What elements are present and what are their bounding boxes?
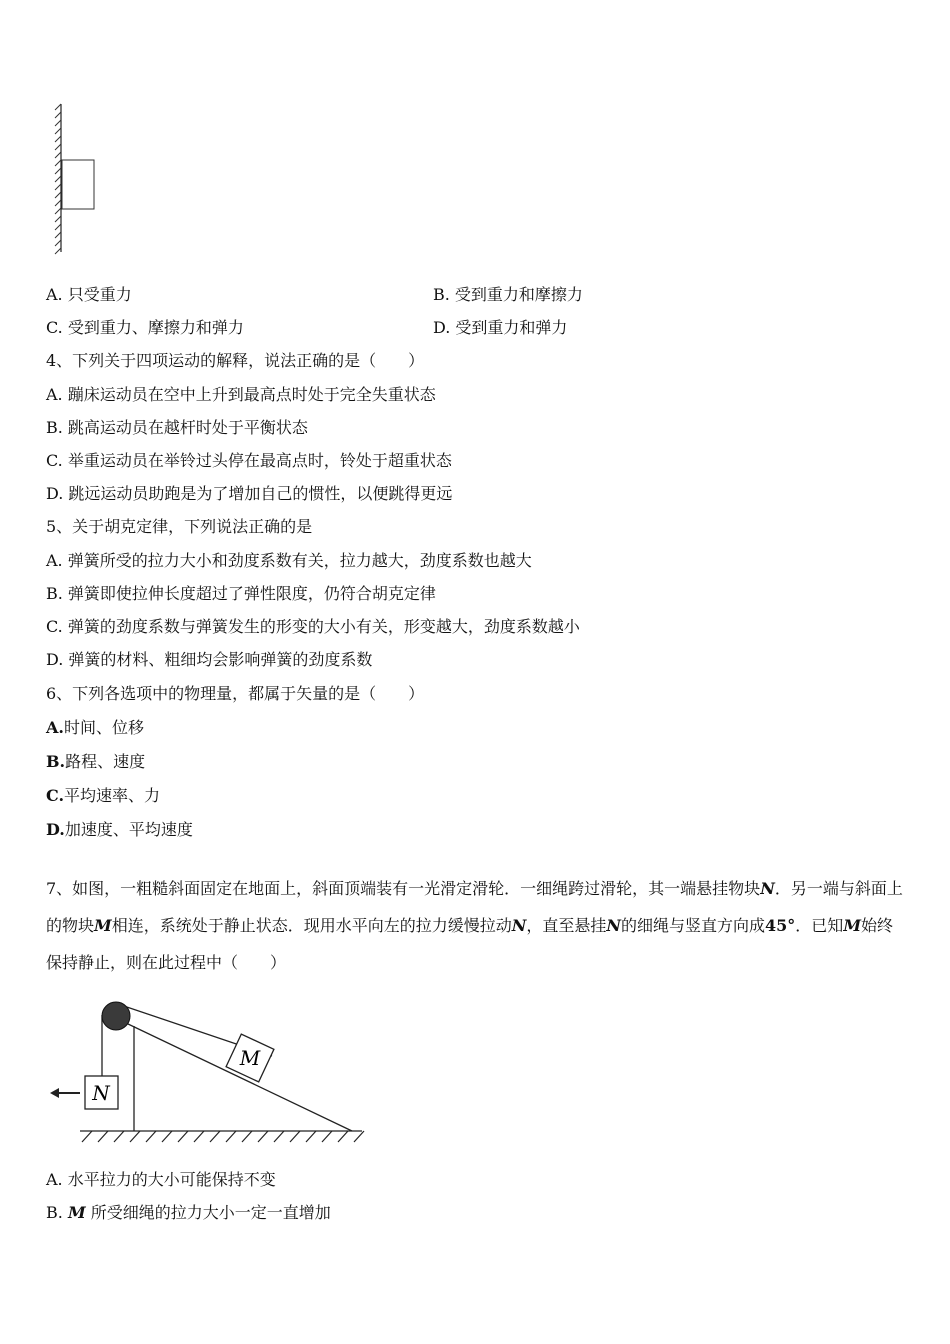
option-letter: B.: [46, 752, 66, 771]
option-text: 所受细绳的拉力大小一定一直增加: [90, 1203, 331, 1222]
block-n: [85, 1076, 118, 1109]
q7-stem: [46, 870, 906, 981]
arrow-left-icon: [50, 1088, 80, 1098]
option-text: 时间、位移: [63, 718, 144, 737]
block-n-label: N: [92, 1081, 110, 1105]
var-n: N: [760, 879, 775, 898]
q6-option-a: [46, 718, 144, 738]
option-text: 路程、速度: [65, 752, 146, 771]
q7-text: 始终保持静止，则在此过程中（ ）: [46, 916, 894, 972]
wall-hatching: [55, 104, 61, 254]
q5-option-a: A. 弹簧所受的拉力大小和劲度系数有关，拉力越大，劲度系数也越大: [46, 551, 532, 570]
option-text: 加速度、平均速度: [64, 820, 193, 839]
var-m: M: [843, 916, 862, 935]
q3-option-b: B. 受到重力和摩擦力: [433, 285, 583, 304]
q6-option-b: [46, 752, 145, 772]
ground-hatching: [80, 1131, 364, 1142]
q7-option-a: A. 水平拉力的大小可能保持不变: [46, 1170, 276, 1189]
block: [62, 160, 94, 209]
q7-option-b: [46, 1203, 331, 1223]
q5-option-b: B. 弹簧即使拉伸长度超过了弹性限度，仍符合胡克定律: [46, 584, 436, 603]
incline-pulley-figure: [40, 990, 380, 1150]
angle-value: 45°: [765, 916, 796, 935]
option-letter: B.: [46, 1203, 63, 1222]
option-letter: D.: [46, 820, 65, 839]
block-m-label: M: [239, 1046, 261, 1070]
q3-option-c: C. 受到重力、摩擦力和弹力: [46, 318, 244, 337]
q4-option-d: D. 跳远运动员助跑是为了增加自己的惯性，以便跳得更远: [46, 484, 453, 503]
pulley: [102, 1002, 130, 1030]
q7-text: 的细绳与竖直方向成: [621, 916, 766, 935]
q6-option-d: [46, 820, 193, 840]
q4-option-a: A. 蹦床运动员在空中上升到最高点时处于完全失重状态: [46, 385, 436, 404]
q7-text: 相连，系统处于静止状态．现用水平向左的拉力缓慢拉动: [111, 916, 512, 935]
var-n: N: [511, 916, 527, 935]
q4-option-c: C. 举重运动员在举铃过头停在最高点时，铃处于超重状态: [46, 451, 452, 470]
var-m: M: [67, 1203, 86, 1222]
q6-option-c: [46, 786, 160, 806]
q7-text: ．已知: [795, 916, 844, 935]
q5-stem: 5、关于胡克定律，下列说法正确的是: [46, 517, 313, 536]
option-text: 平均速率、力: [64, 786, 161, 805]
q3-option-d: D. 受到重力和弹力: [433, 318, 568, 337]
var-m: M: [94, 916, 112, 935]
q5-option-d: D. 弹簧的材料、粗细均会影响弹簧的劲度系数: [46, 650, 373, 669]
q6-stem: 6、下列各选项中的物理量，都属于矢量的是（ ）: [46, 684, 425, 703]
wall-block-figure: [50, 100, 110, 255]
option-letter: A.: [46, 718, 64, 737]
var-n: N: [606, 916, 622, 935]
option-letter: C.: [46, 786, 65, 805]
q4-option-b: B. 跳高运动员在越杆时处于平衡状态: [46, 418, 308, 437]
q7-text: ，直至悬挂: [526, 916, 607, 935]
q7-text: ．另一端与斜面上的物块: [46, 879, 903, 935]
q5-option-c: C. 弹簧的劲度系数与弹簧发生的形变的大小有关，形变越大，劲度系数越小: [46, 617, 580, 636]
q4-stem: 4、下列关于四项运动的解释，说法正确的是（ ）: [46, 351, 425, 370]
q7-text: 7、如图，一粗糙斜面固定在地面上，斜面顶端装有一光滑定滑轮．一细绳跨过滑轮，其一端悬挂物块: [46, 879, 761, 898]
q3-option-a: A. 只受重力: [46, 285, 132, 304]
